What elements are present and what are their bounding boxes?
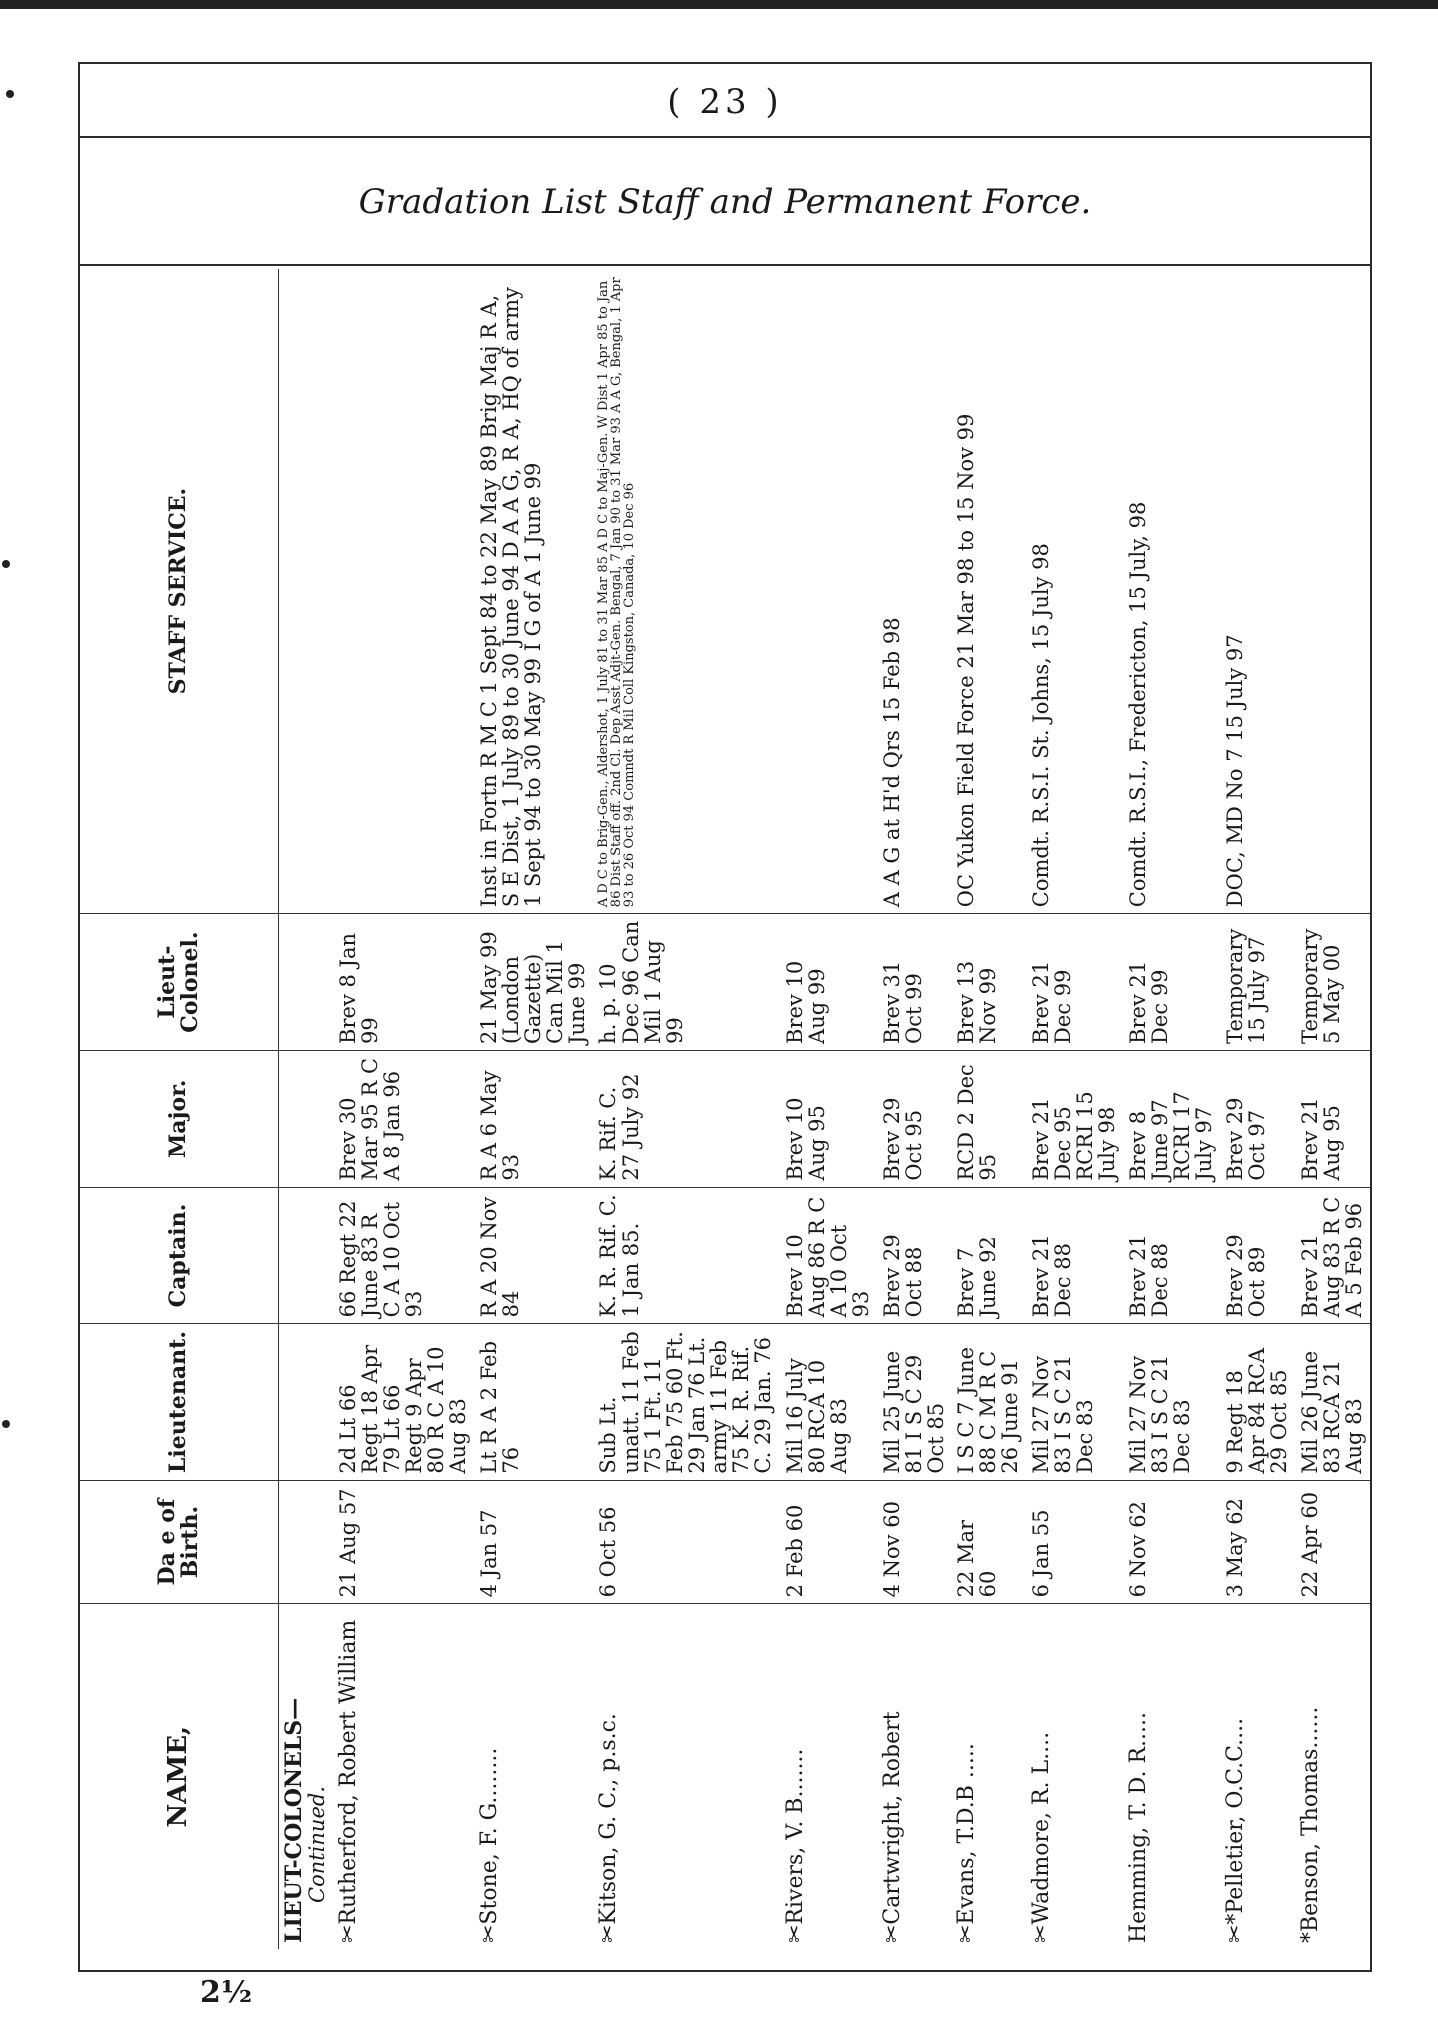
- cell-birth: 6 Oct 56: [593, 1480, 779, 1604]
- page-frame: [78, 62, 1372, 1972]
- cell-birth: 4 Jan 57: [474, 1480, 593, 1604]
- cell-captain: Brev 21 Dec 88: [1026, 1187, 1123, 1324]
- cell-lieut-colonel: Brev 21 Dec 99: [1026, 914, 1123, 1051]
- cell-staff: A D C to Brig-Gen., Aldershot, 1 July 81 to 31 Mar 85 A D C to Maj-Gen. W Dist 1 Apr 85 to Jan 86 Dist Staff off. 2nd Cl. Dep Asst Adjt-Gen. Bengal, 7 Jan 90 to 31 Mar 93 A A G, Bengal, 1 Apr 93 to 26 Oct 94 Comndt R Mil Coll Kingston, Canada, 10 Dec 96: [593, 269, 779, 914]
- cell-lieut-colonel: h. p. 10 Dec 96 Can Mil 1 Aug 99: [593, 914, 779, 1051]
- section-title: LIEUT-COLONELS—: [281, 1697, 307, 1943]
- table-row: [474, 269, 593, 1949]
- cell-lieutenant: Sub Lt. unatt. 11 Feb 75 1 Ft. 11 Feb 75 60 Ft. 29 Jan 76 Lt. army 11 Feb 75 K. R. Rif. C. 29 Jan. 76: [593, 1324, 779, 1480]
- margin-dot: [2, 1420, 10, 1428]
- cell-captain: 66 Regt 22 June 83 R C A 10 Oct 93: [333, 1187, 475, 1324]
- cell-staff: Comdt. R.S.I. St. Johns, 15 July 98: [1026, 269, 1123, 914]
- header-row: [80, 269, 279, 1949]
- footer-mark: 2½: [200, 1975, 253, 2010]
- cell-lieut-colonel: Brev 8 Jan 99: [333, 914, 475, 1051]
- cell-lieutenant: 9 Regt 18 Apr 84 RCA 29 Oct 85: [1220, 1324, 1295, 1480]
- cell-birth: 2 Feb 60: [780, 1480, 877, 1604]
- cell-major: R A 6 May 93: [474, 1050, 593, 1187]
- cell-name: ✂Rutherford, Robert William: [335, 1619, 361, 1943]
- cell-captain: Brev 7 June 92: [951, 1187, 1026, 1324]
- cell-staff: [333, 269, 475, 914]
- section-heading-cell: [279, 1604, 333, 1949]
- col-header-name: NAME,: [80, 1604, 279, 1949]
- empty-cell: [279, 914, 333, 1051]
- cell-name: ✂*Pelletier, O.C.C....: [1223, 1717, 1249, 1943]
- col-header-major: Major.: [80, 1050, 279, 1187]
- table-row: [333, 269, 475, 1949]
- empty-cell: [279, 1050, 333, 1187]
- col-header-lieut-colonel: Lieut- Colonel.: [80, 914, 279, 1051]
- cell-lieut-colonel: Brev 13 Nov 99: [951, 914, 1026, 1051]
- top-border: [0, 0, 1438, 9]
- cell-lieutenant: 2d Lt 66 Regt 18 Apr 79 Lt 66 Regt 9 Apr 80 R C A 10 Aug 83: [333, 1324, 475, 1480]
- cell-captain: Brev 29 Oct 89: [1220, 1187, 1295, 1324]
- cell-staff: Comdt. R.S.I., Fredericton, 15 July, 98: [1123, 269, 1220, 914]
- cell-name: *Benson, Thomas......: [1298, 1706, 1324, 1943]
- table-row: [1026, 269, 1123, 1949]
- cell-birth: 22 Mar 60: [951, 1480, 1026, 1604]
- cell-name: ✂Wadmore, R. L....: [1029, 1731, 1055, 1943]
- cell-lieut-colonel: 21 May 99 (London Gazette) Can Mil 1 June 99: [474, 914, 593, 1051]
- cell-name: ✂Cartwright, Robert: [879, 1711, 905, 1943]
- cell-captain: Brev 21 Aug 83 R C A 5 Feb 96: [1295, 1187, 1370, 1324]
- cell-major: Brev 29 Oct 95: [877, 1050, 952, 1187]
- col-header-staff-service: STAFF SERVICE.: [80, 269, 279, 914]
- cell-birth: 22 Apr 60: [1295, 1480, 1370, 1604]
- cell-lieut-colonel: Temporary 5 May 00: [1295, 914, 1370, 1051]
- margin-dot: [2, 560, 10, 568]
- cell-name: ✂Kitson, G. C., p.s.c.: [596, 1713, 622, 1943]
- cell-lieut-colonel: Brev 21 Dec 99: [1123, 914, 1220, 1051]
- page-header: [80, 64, 1370, 264]
- rotated-table-wrapper: [80, 269, 1370, 1949]
- header-rule: [80, 264, 1370, 266]
- col-header-lieutenant: Lieutenant.: [80, 1324, 279, 1480]
- cell-captain: Brev 10 Aug 86 R C A 10 Oct 93: [780, 1187, 877, 1324]
- cell-name: ✂Rivers, V. B.......: [782, 1748, 808, 1943]
- col-header-captain: Captain.: [80, 1187, 279, 1324]
- cell-birth: 6 Nov 62: [1123, 1480, 1220, 1604]
- cell-birth: 21 Aug 57: [333, 1480, 475, 1604]
- cell-staff: A A G at H'd Qrs 15 Feb 98: [877, 269, 952, 914]
- table-row: [1220, 269, 1295, 1949]
- empty-cell: [279, 1187, 333, 1324]
- cell-name: Hemming, T. D. R.....: [1126, 1712, 1152, 1943]
- header-rule: [80, 136, 1370, 138]
- cell-staff: DOC, MD No 7 15 July 97: [1220, 269, 1295, 914]
- cell-major: Brev 29 Oct 97: [1220, 1050, 1295, 1187]
- table-row: [877, 269, 952, 1949]
- cell-lieut-colonel: Temporary 15 July 97: [1220, 914, 1295, 1051]
- gradation-table: [80, 269, 1370, 1949]
- cell-name: ✂Evans, T.D.B .....: [954, 1743, 980, 1943]
- cell-major: Brev 10 Aug 95: [780, 1050, 877, 1187]
- table-row: [593, 269, 779, 1949]
- cell-staff: [780, 269, 877, 914]
- cell-captain: Brev 29 Oct 88: [877, 1187, 952, 1324]
- cell-lieutenant: Mil 27 Nov 83 I S C 21 Dec 83: [1026, 1324, 1123, 1480]
- cell-lieut-colonel: Brev 31 Oct 99: [877, 914, 952, 1051]
- page-title: Gradation List Staff and Permanent Force.: [358, 182, 1092, 222]
- table-row: [1123, 269, 1220, 1949]
- cell-lieutenant: Mil 25 June 81 I S C 29 Oct 85: [877, 1324, 952, 1480]
- cell-lieutenant: Mil 26 June 83 RCA 21 Aug 83: [1295, 1324, 1370, 1480]
- empty-cell: [279, 1324, 333, 1480]
- cell-major: K. Rif. C. 27 July 92: [593, 1050, 779, 1187]
- cell-birth: 3 May 62: [1220, 1480, 1295, 1604]
- cell-name: ✂Stone, F. G........: [477, 1747, 503, 1943]
- cell-lieut-colonel: Brev 10 Aug 99: [780, 914, 877, 1051]
- cell-lieutenant: Mil 27 Nov 83 I S C 21 Dec 83: [1123, 1324, 1220, 1480]
- cell-birth: 4 Nov 60: [877, 1480, 952, 1604]
- cell-staff: OC Yukon Field Force 21 Mar 98 to 15 Nov 99: [951, 269, 1026, 914]
- empty-cell: [279, 1480, 333, 1604]
- empty-cell: [279, 269, 333, 914]
- cell-captain: R A 20 Nov 84: [474, 1187, 593, 1324]
- cell-captain: Brev 21 Dec 88: [1123, 1187, 1220, 1324]
- col-header-birth: Da e of Birth.: [80, 1480, 279, 1604]
- cell-major: Brev 30 Mar 95 R C A 8 Jan 96: [333, 1050, 475, 1187]
- cell-staff: Inst in Fortn R M C 1 Sept 84 to 22 May 89 Brig Maj R A, S E Dist, 1 July 89 to 30 June 94 D A A G, R A, HQ of army 1 Sept 94 to 30 May 99 I G of A 1 June 99: [474, 269, 593, 914]
- gradation-table-container: [80, 269, 1370, 1949]
- cell-lieutenant: I S C 7 June 88 C M R C 26 June 91: [951, 1324, 1026, 1480]
- cell-major: Brev 21 Dec 95 RCRI 15 July 98: [1026, 1050, 1123, 1187]
- cell-lieutenant: Lt R A 2 Feb 76: [474, 1324, 593, 1480]
- cell-major: Brev 21 Aug 95: [1295, 1050, 1370, 1187]
- table-row: [780, 269, 877, 1949]
- cell-staff: [1295, 269, 1370, 914]
- cell-major: Brev 8 June 97 RCRI 17 July 97: [1123, 1050, 1220, 1187]
- cell-lieutenant: Mil 16 July 80 RCA 10 Aug 83: [780, 1324, 877, 1480]
- cell-major: RCD 2 Dec 95: [951, 1050, 1026, 1187]
- cell-birth: 6 Jan 55: [1026, 1480, 1123, 1604]
- section-subtitle: Continued.: [305, 1786, 330, 1903]
- page-number: ( 23 ): [667, 82, 783, 122]
- section-row: [279, 269, 333, 1949]
- margin-dot: [6, 90, 14, 98]
- table-row: [1295, 269, 1370, 1949]
- cell-captain: K. R. Rif. C. 1 Jan 85.: [593, 1187, 779, 1324]
- table-row: [951, 269, 1026, 1949]
